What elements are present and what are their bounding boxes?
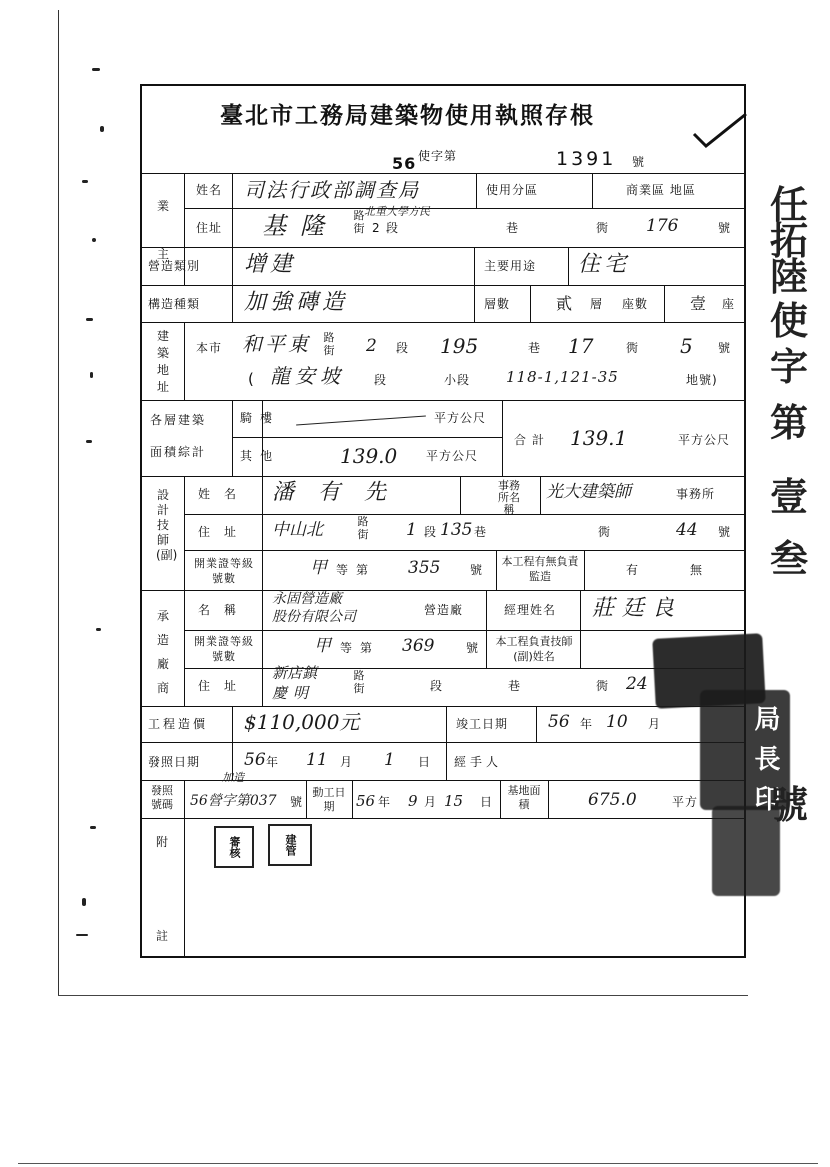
start-month-label: 月 [424,795,438,809]
arcade-unit: 平方公尺 [434,411,487,425]
cost-label: 工程造價 [148,717,209,731]
total-unit: 平方公尺 [678,433,731,447]
other-label: 其他 [240,449,281,463]
permit-number: 1391 [556,148,617,170]
speck-mark [92,68,100,71]
designer-name-label: 姓名 [198,487,251,501]
permit-ref-note: 加造 [222,771,244,784]
buildings-value: 壹 [690,294,707,313]
issue-month-label: 月 [340,755,354,769]
speck-mark [86,318,93,321]
permit-ref-label: 發照號碼 [151,784,173,811]
owner-addr-road-label: 路街 [353,209,365,235]
issue-day: 1 [384,750,395,770]
side-char: 第 [770,400,809,445]
designer-name-value: 潘有先 [272,480,411,505]
designer-addr-lane: 135 [440,520,473,540]
rule [184,476,185,590]
designer-addr-lane-label: 巷 [474,525,488,539]
buildings-unit: 座 [722,297,736,311]
issue-month: 11 [306,750,328,770]
designer-license-suffix: 號 [470,563,484,577]
site-road: 和平東 [242,332,311,356]
rule [232,400,233,476]
rule [140,400,746,401]
speck-mark [100,126,104,132]
floors-label: 層數 [484,297,511,311]
side-char: 使 [770,298,809,343]
issue-year: 56 [244,750,266,770]
rule [232,437,502,438]
contractor-name-label: 名稱 [198,603,251,617]
owner-addr-lane-label: 巷 [506,221,520,235]
building-seal-stamp: 建管 [268,824,312,866]
contractor-addr-alley-label: 衖 [596,679,610,693]
rule [184,590,185,706]
owner-addr-number-label: 號 [718,221,732,235]
designer-license-mid: 等第 [336,563,377,577]
rule [140,322,746,323]
rule [140,285,746,286]
rule [460,476,461,514]
rule [232,706,233,780]
rule [262,476,263,590]
permit-suffix: 號 [632,155,646,169]
completion-label: 竣工日期 [456,717,509,731]
remarks-label-bottom: 註 [156,929,170,943]
designer-license-label: 開業證等級號數 [194,557,254,585]
rule [184,780,185,818]
site-area-unit: 平方 [672,795,699,809]
structure-label: 構造種類 [148,297,201,311]
side-char-tail: 號 [770,782,809,827]
rule [184,630,746,631]
buildings-label: 座數 [622,297,649,311]
designer-addr-number-label: 號 [718,525,732,539]
contractor-addr-label: 住址 [198,679,251,693]
contractor-name-line1: 永固營造廠 [272,591,342,607]
rule [474,247,475,322]
page-left-border [58,10,59,995]
contractor-manager-value: 莊廷良 [592,596,683,621]
designer-supervise-label: 本工程有無負責監造 [501,555,579,583]
rule [476,173,477,208]
permit-ref-value: 56營字第037 [190,793,277,809]
rule [446,706,447,780]
start-day: 15 [444,792,464,810]
contractor-name-line2: 股份有限公司 [272,609,356,625]
contractor-addr-town: 新店鎮 [272,664,318,682]
rule [536,706,537,742]
owner-addr-label: 住址 [196,221,223,235]
rule [502,400,503,476]
floors-unit: 層 [590,297,604,311]
site-subsection-label: 小段 [444,373,471,387]
rule [592,173,593,208]
rule [184,322,185,400]
page-bottom-line [18,1163,818,1164]
contractor-license-label: 開業證等級號數 [194,635,254,663]
rule [140,590,746,591]
contractor-manager-label: 經理姓名 [504,603,557,617]
site-alley: 17 [568,334,594,358]
designer-office-value: 光大建築師 [546,482,631,502]
designer-side-label: 設計技師(副) [156,488,178,562]
contractor-addr-section-label: 段 [430,679,444,693]
contractor-addr-lane-label: 巷 [508,679,522,693]
side-char: 叁 [770,536,809,581]
owner-side-label: 業主 [156,199,169,261]
owner-addr-road: 基隆 [262,212,338,240]
contractor-tech-label: 本工程負責技師(副)姓名 [495,635,573,663]
side-char: 壹 [770,474,809,519]
side-char: 字 [770,344,809,389]
owner-name-label: 姓名 [196,183,223,197]
site-road-label: 路街 [323,331,335,357]
speck-mark [96,628,101,631]
rule [184,208,746,209]
issue-day-label: 日 [418,755,432,769]
speck-mark [92,238,96,242]
construction-type-label: 營造類別 [148,259,201,273]
main-use-label: 主要用途 [484,259,537,273]
rule [496,550,497,590]
rule [140,742,746,743]
construction-type-value: 增建 [244,252,297,277]
owner-addr-alley-label: 衖 [596,221,610,235]
total-area-value: 139.1 [570,426,628,450]
rule [140,247,746,248]
start-month: 9 [408,792,418,810]
use-zone-value: 商業區 地區 [626,183,696,197]
rule [140,818,746,819]
site-land-section-label: 段 [374,373,388,387]
designer-addr-section-label: 段 [424,525,438,539]
speck-mark [82,898,86,906]
rule [306,780,307,818]
rule [184,550,746,551]
handler-label: 經手人 [454,755,503,769]
other-area-value: 139.0 [340,444,398,468]
completion-year: 56 [548,712,570,732]
site-lane-label: 巷 [528,341,542,355]
document-title: 臺北市工務局建築物使用執照存根 [220,102,595,129]
remarks-label-top: 附 [156,835,170,849]
floor-area-label-1: 各層建築 [150,413,207,427]
rule [486,590,487,668]
site-alley-label: 衖 [626,341,640,355]
site-paren-open: ( [248,370,255,388]
permit-year: 56 [392,154,417,173]
contractor-license-mid: 等第 [340,641,381,655]
speck-mark [82,180,88,183]
main-use-value: 住宅 [578,252,631,277]
rule [352,780,353,818]
speck-mark [90,372,93,378]
start-day-label: 日 [480,795,494,809]
site-city-label: 本市 [196,341,223,355]
side-char: 任 [770,182,809,227]
contractor-license-suffix: 號 [466,641,480,655]
side-char: 拓 [770,218,809,263]
site-section: 2 [366,336,377,356]
site-lane: 195 [440,334,479,358]
designer-office-suffix: 事務所 [676,487,716,501]
site-land-section: 龍安坡 [270,364,345,388]
rule [664,285,665,322]
owner-addr-section-label: 段 [386,221,400,235]
contractor-factory-label: 營造廠 [424,603,464,617]
other-unit: 平方公尺 [426,449,479,463]
contractor-addr-number: 24 [626,674,648,694]
rule [540,476,541,514]
completion-month: 10 [606,712,628,732]
designer-office-label: 事務所名稱 [498,479,520,516]
designer-supervise-suffix: 無 [690,563,704,577]
start-year-label: 年 [378,795,392,809]
designer-addr-alley-label: 衖 [598,525,612,539]
rule [500,780,501,818]
site-area-label: 基地面積 [507,784,541,811]
total-label: 合計 [514,433,551,447]
owner-addr-note: 北重大學方民 [364,205,430,218]
designer-license-number: 355 [408,558,441,578]
owner-name-value: 司法行政部調查局 [244,178,420,202]
rule [140,706,746,707]
structure-value: 加強磚造 [244,290,349,315]
site-area-value: 675.0 [588,790,637,810]
rule [548,780,549,818]
site-number-label: 號 [718,341,732,355]
official-stamp: 局長印 [750,705,780,825]
rule [232,247,233,322]
designer-addr-road: 中山北 [272,520,323,540]
rule [568,247,569,285]
rule [584,550,585,590]
issue-year-label: 年 [266,755,280,769]
contractor-addr-road-label: 路街 [353,669,365,695]
designer-addr-section: 1 [406,520,417,540]
floor-area-label-2: 面積綜計 [150,445,207,459]
start-year: 56 [356,792,376,810]
rule [232,173,233,247]
contractor-license-number: 369 [402,636,435,656]
designer-license-grade: 甲 [310,558,327,578]
speck-mark [76,934,88,936]
site-number: 5 [680,334,693,358]
owner-addr-number: 176 [646,216,679,236]
designer-addr-number: 44 [676,520,698,540]
side-char: 陸 [770,254,809,299]
permit-prefix: 使字第 [418,149,458,163]
cost-value: $110,000元 [244,710,360,734]
contractor-addr-road: 慶明 [272,684,315,702]
use-zone-label: 使用分區 [486,183,539,197]
completion-year-label: 年 [580,717,594,731]
contractor-side-label: 承造廠商 [156,609,169,695]
site-lot-label: 地號) [686,373,718,387]
rule [184,514,746,515]
designer-supervise-value: 有 [626,563,640,577]
page-bottom-border [58,995,748,996]
floors-value: 貳 [556,294,573,313]
permit-ref-suffix: 號 [290,795,304,809]
review-seal-stamp: 審核 [214,826,254,868]
speck-mark [86,440,92,443]
rule [262,590,263,706]
arcade-label: 騎樓 [240,411,281,425]
start-date-label: 動工日期 [312,786,346,813]
rule [184,818,185,956]
designer-addr-label: 住址 [198,525,251,539]
rule [580,590,581,630]
rule [580,630,581,668]
site-lot-number: 118-1,121-35 [506,368,619,386]
speck-mark [90,826,96,829]
contractor-license-grade: 甲 [314,636,331,656]
site-side-label: 建築地址 [156,329,169,394]
rule [140,173,746,174]
rule [140,476,746,477]
rule [530,285,531,322]
designer-addr-road-label: 路街 [357,515,369,541]
issue-label: 發照日期 [148,755,201,769]
site-section-label: 段 [396,341,410,355]
owner-addr-section: 2 [372,221,381,235]
completion-month-label: 月 [648,717,662,731]
